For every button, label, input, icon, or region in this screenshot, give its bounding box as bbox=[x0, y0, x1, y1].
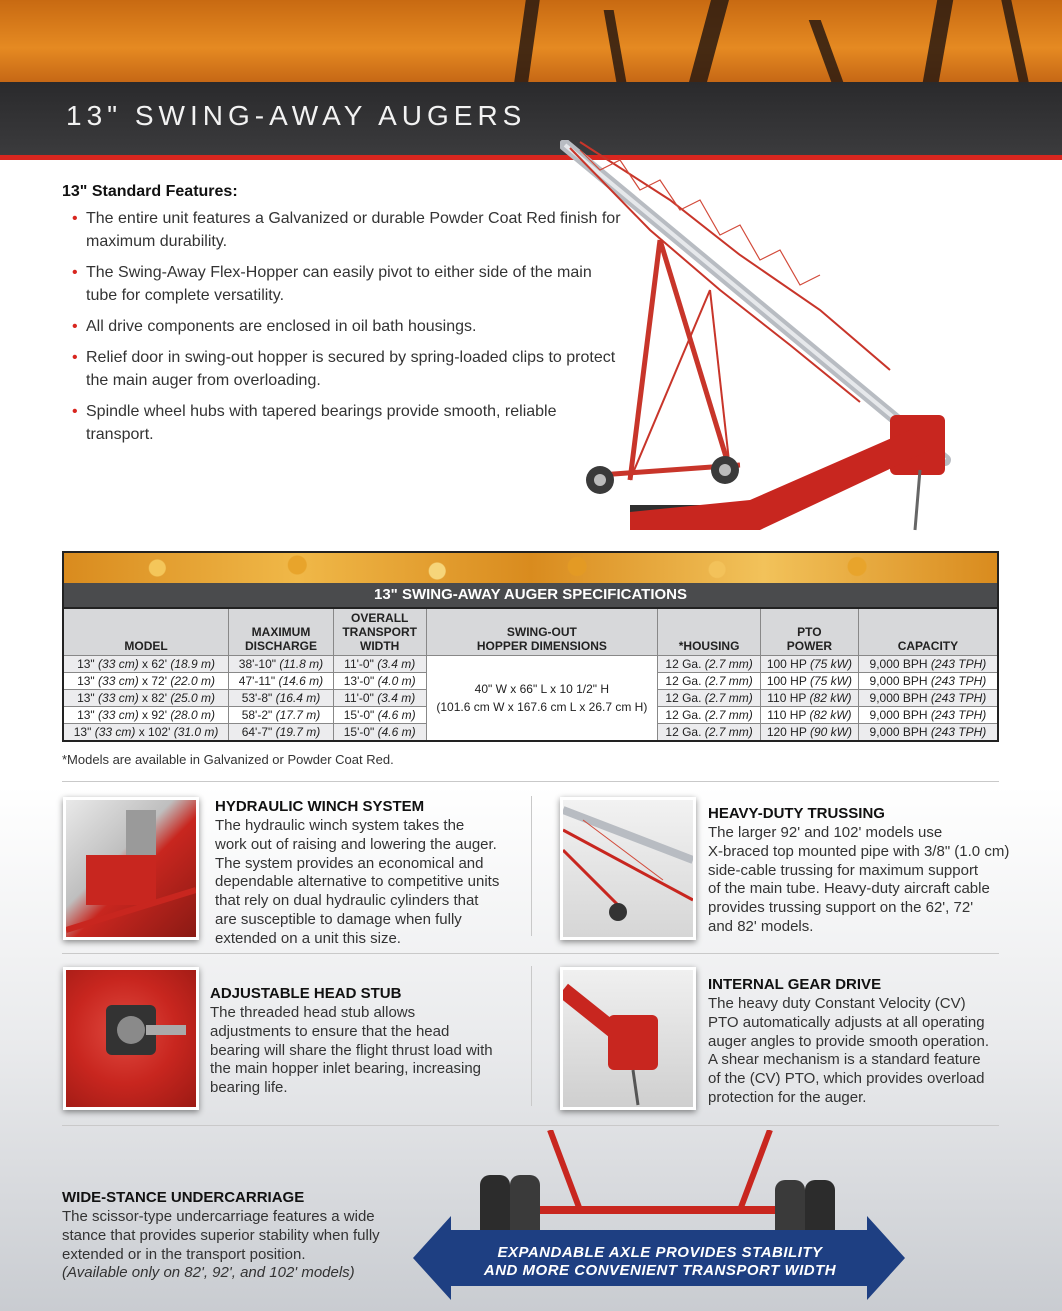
swing-away-auger-image bbox=[560, 140, 1000, 545]
standard-features bbox=[62, 183, 622, 454]
gear-drive-graphic bbox=[563, 970, 693, 1107]
cell-model: 13" (33 cm) x 62' (18.9 m) bbox=[63, 656, 229, 673]
cell-capacity: 9,000 BPH (243 TPH) bbox=[858, 724, 998, 742]
cell-model: 13" (33 cm) x 72' (22.0 m) bbox=[63, 673, 229, 690]
cell-capacity: 9,000 BPH (243 TPH) bbox=[858, 673, 998, 690]
cell-housing: 12 Ga. (2.7 mm) bbox=[658, 724, 761, 742]
bullet-icon: • bbox=[72, 264, 78, 281]
table-header-row bbox=[63, 608, 998, 656]
table-row bbox=[63, 656, 998, 673]
section-title: ADJUSTABLE HEAD STUB bbox=[210, 985, 402, 1002]
cell-housing: 12 Ga. (2.7 mm) bbox=[658, 690, 761, 707]
list-item: • The Swing-Away Flex-Hopper can easily pivot to either side of the main tube for complete versatility. bbox=[62, 261, 622, 307]
winch-graphic bbox=[66, 800, 196, 937]
features-heading: 13" Standard Features: bbox=[62, 183, 238, 200]
arrow-banner-text: EXPANDABLE AXLE PROVIDES STABILITY AND MORE CONVENIENT TRANSPORT WIDTH bbox=[483, 1244, 837, 1279]
divider bbox=[62, 953, 999, 954]
column-header-hopper: SWING-OUT HOPPER DIMENSIONS bbox=[426, 608, 658, 656]
cell-model: 13" (33 cm) x 92' (28.0 m) bbox=[63, 707, 229, 724]
cell-discharge: 47'-11" (14.6 m) bbox=[229, 673, 334, 690]
header-banner bbox=[0, 0, 1062, 160]
hydraulic-winch-section bbox=[215, 798, 525, 949]
list-item: • Relief door in swing-out hopper is secured by spring-loaded clips to protect the main auger from overloading. bbox=[62, 346, 622, 392]
corn-kernels-image bbox=[62, 551, 999, 583]
heavy-duty-trussing-image bbox=[560, 797, 696, 940]
cell-discharge: 64'-7" (19.7 m) bbox=[229, 724, 334, 742]
divider bbox=[531, 796, 532, 936]
column-header-pto: PTO POWER bbox=[760, 608, 858, 656]
column-header-model: MODEL bbox=[63, 608, 229, 656]
corn-stalk-decoration bbox=[604, 10, 627, 82]
list-item: • All drive components are enclosed in oil bath housings. bbox=[62, 315, 622, 338]
column-header-capacity: CAPACITY bbox=[858, 608, 998, 656]
cell-model: 13" (33 cm) x 102' (31.0 m) bbox=[63, 724, 229, 742]
section-body: The heavy duty Constant Velocity (CV) PTO automatically adjusts at all operating auger angles to provide smooth operation. A shear mechanism is a standard feature of the (CV) PTO, which provides overload protection for the auger. bbox=[708, 995, 990, 1106]
internal-gear-drive-section bbox=[708, 976, 1018, 1108]
cell-hopper-dimensions: 40" W x 66" L x 10 1/2" H (101.6 cm W x 167.6 cm L x 26.7 cm H) bbox=[426, 656, 658, 742]
specifications-section bbox=[62, 551, 999, 742]
spec-table-title: 13" SWING-AWAY AUGER SPECIFICATIONS bbox=[62, 583, 999, 607]
adjustable-head-stub-section bbox=[210, 985, 520, 1098]
cell-capacity: 9,000 BPH (243 TPH) bbox=[858, 707, 998, 724]
bullet-icon: • bbox=[72, 210, 78, 227]
bullet-icon: • bbox=[72, 403, 78, 420]
divider bbox=[62, 1125, 999, 1126]
corn-stalk-decoration bbox=[923, 0, 953, 82]
cell-pto: 110 HP (82 kW) bbox=[760, 707, 858, 724]
cell-discharge: 38'-10" (11.8 m) bbox=[229, 656, 334, 673]
cell-pto: 100 HP (75 kW) bbox=[760, 656, 858, 673]
cell-housing: 12 Ga. (2.7 mm) bbox=[658, 673, 761, 690]
cell-pto: 110 HP (82 kW) bbox=[760, 690, 858, 707]
hydraulic-winch-image bbox=[63, 797, 199, 940]
adjustable-head-stub-image bbox=[63, 967, 199, 1110]
bullet-icon: • bbox=[72, 318, 78, 335]
list-item: • Spindle wheel hubs with tapered bearings provide smooth, reliable transport. bbox=[62, 400, 622, 446]
cell-width: 15'-0" (4.6 m) bbox=[333, 707, 426, 724]
section-title: HEAVY-DUTY TRUSSING bbox=[708, 805, 885, 822]
column-header-transport-width: OVERALL TRANSPORT WIDTH bbox=[333, 608, 426, 656]
cell-capacity: 9,000 BPH (243 TPH) bbox=[858, 690, 998, 707]
divider bbox=[62, 781, 999, 782]
divider bbox=[531, 966, 532, 1106]
trussing-graphic bbox=[563, 800, 693, 937]
cell-pto: 100 HP (75 kW) bbox=[760, 673, 858, 690]
cell-discharge: 53'-8" (16.4 m) bbox=[229, 690, 334, 707]
heavy-duty-trussing-section bbox=[708, 805, 1018, 937]
head-stub-graphic bbox=[66, 970, 196, 1107]
section-body: The threaded head stub allows adjustments to ensure that the head bearing will share the flight thrust load with the main hopper inlet bearing, increasing bearing life. bbox=[210, 1004, 493, 1097]
undercarriage-section bbox=[62, 1189, 422, 1283]
availability-note: (Available only on 82', 92', and 102' models) bbox=[62, 1264, 355, 1282]
cell-housing: 12 Ga. (2.7 mm) bbox=[658, 707, 761, 724]
cell-model: 13" (33 cm) x 82' (25.0 m) bbox=[63, 690, 229, 707]
spec-table bbox=[62, 607, 999, 742]
list-item: • The entire unit features a Galvanized or durable Powder Coat Red finish for maximum durability. bbox=[62, 207, 622, 253]
cell-width: 11'-0" (3.4 m) bbox=[333, 690, 426, 707]
spec-footnote: *Models are available in Galvanized or Powder Coat Red. bbox=[62, 752, 394, 767]
page-title: 13" SWING-AWAY AUGERS bbox=[66, 100, 527, 131]
cell-width: 11'-0" (3.4 m) bbox=[333, 656, 426, 673]
section-title: HYDRAULIC WINCH SYSTEM bbox=[215, 798, 425, 815]
section-title: INTERNAL GEAR DRIVE bbox=[708, 976, 882, 993]
section-body: The larger 92' and 102' models use X-braced top mounted pipe with 3/8" (1.0 cm) side-cable trussing for maximum support of the main tube. Heavy-duty aircraft cable provides trussing support on the 62', 72' and 82' models. bbox=[708, 824, 1010, 935]
column-header-discharge: MAXIMUM DISCHARGE bbox=[229, 608, 334, 656]
section-body: The hydraulic winch system takes the work out of raising and lowering the auger. The system provides an economical and dependable alternative to competitive units that rely on dual hydraulic cylinders that are susceptible to damage when fully extended on a unit this size. bbox=[215, 817, 500, 947]
cell-discharge: 58'-2" (17.7 m) bbox=[229, 707, 334, 724]
cell-width: 15'-0" (4.6 m) bbox=[333, 724, 426, 742]
internal-gear-drive-image bbox=[560, 967, 696, 1110]
cell-width: 13'-0" (4.0 m) bbox=[333, 673, 426, 690]
cell-housing: 12 Ga. (2.7 mm) bbox=[658, 656, 761, 673]
corn-stalk-decoration bbox=[809, 20, 844, 82]
corn-stalk-decoration bbox=[1001, 0, 1028, 82]
section-body: The scissor-type undercarriage features a wide stance that provides superior stability when fully extended or in the transport position. (Available only on 82', 92', and 102' models) bbox=[62, 1208, 380, 1282]
corn-stalk-decoration bbox=[689, 0, 729, 82]
section-title: WIDE-STANCE UNDERCARRIAGE bbox=[62, 1189, 305, 1206]
column-header-housing: *HOUSING bbox=[658, 608, 761, 656]
corn-stalk-decoration bbox=[514, 0, 540, 82]
bullet-icon: • bbox=[72, 349, 78, 366]
features-list bbox=[62, 207, 622, 446]
cell-pto: 120 HP (90 kW) bbox=[760, 724, 858, 742]
cell-capacity: 9,000 BPH (243 TPH) bbox=[858, 656, 998, 673]
